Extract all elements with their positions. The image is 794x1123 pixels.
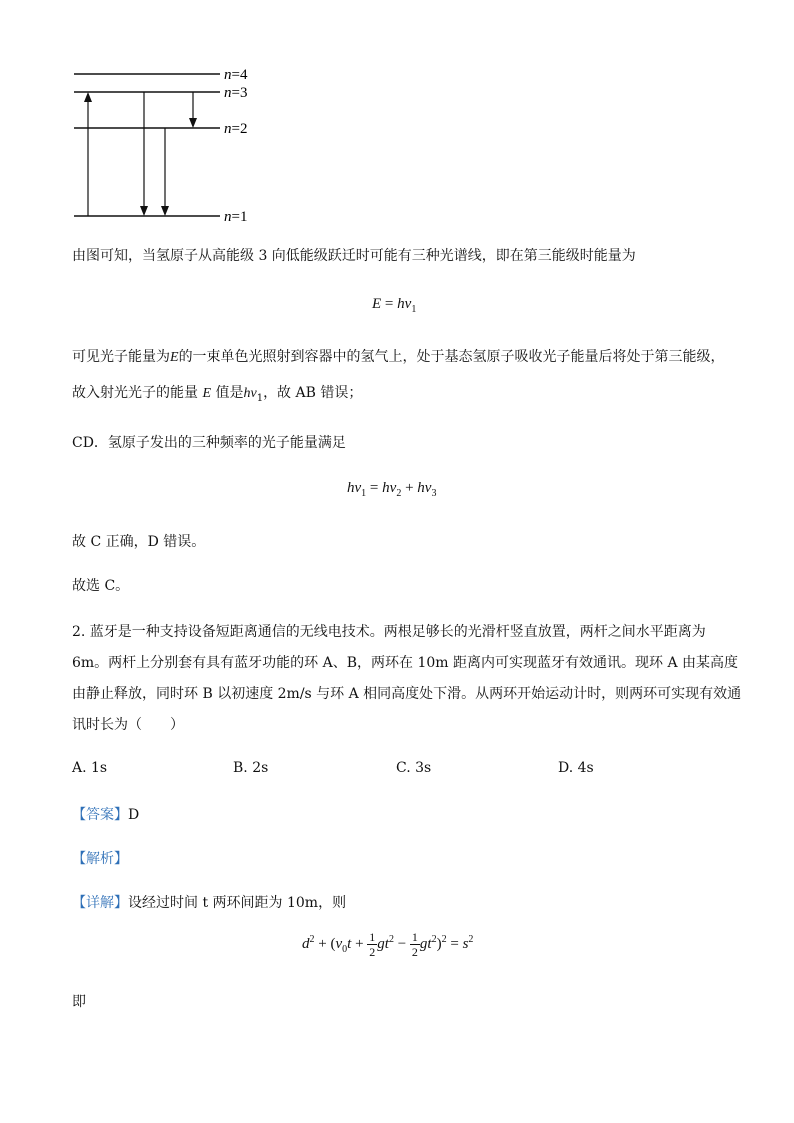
equation-distance: $d^2 + (v_0t$ + $\frac{1}{2}$ $gt^2$ − $\frac{1}{2}$ $gt^2)^2 = s^2$	[302, 930, 474, 959]
question2-line-3: 由静止释放，同时环 B 以初速度 2m/s 与环 A 相同高度处下滑。从两环开始运动计时，则两环可实现有效通	[72, 686, 742, 702]
level-label-n2: n=2	[224, 121, 248, 137]
detail-line: 【详解】设经过时间 t 两环间距为 10m，则	[72, 895, 347, 911]
option-a: A. 1s	[72, 760, 108, 776]
solution-paragraph-2: 可见光子能量为E的一束单色光照射到容器中的氢气上，处于基态氢原子吸收光子能量后将处于第三能级，	[72, 349, 725, 365]
question2-line-1: 2. 蓝牙是一种支持设备短距离通信的无线电技术。两根足够长的光滑杆竖直放置，两杆之间水平距离为	[72, 624, 706, 640]
answer-tag: 【答案】	[72, 807, 128, 823]
level-label-n1: n=1	[224, 209, 248, 225]
solution-paragraph-4: CD．氢原子发出的三种频率的光子能量满足	[72, 435, 346, 451]
answer-line	[72, 805, 139, 825]
level-label-n4: n=4	[224, 67, 248, 83]
energy-level-diagram	[60, 60, 280, 230]
question2-line-2: 6m。两杆上分别套有具有蓝牙功能的环 A、B，两环在 10m 距离内可实现蓝牙有效通讯。现环 A 由某高度	[72, 655, 739, 671]
level-label-n3: n=3	[224, 85, 248, 101]
equation-energy-sum: $h\nu_1 = h\nu_2 + h\nu_3$	[347, 480, 437, 499]
question2-line-4: 讯时长为（ ）	[72, 717, 184, 733]
ji-line: 即	[72, 994, 86, 1010]
answer-value: D	[128, 807, 140, 823]
option-d: D. 4s	[558, 760, 594, 776]
solution-paragraph-1: 由图可知，当氢原子从高能级 3 向低能级跃迁时可能有三种光谱线，即在第三能级时能量为	[72, 248, 636, 264]
analysis-line	[72, 849, 128, 869]
analysis-tag: 【解析】	[72, 851, 128, 867]
solution-paragraph-3: 故入射光光子的能量 E 值是$h\nu_1$，故 AB 错误；	[72, 385, 363, 404]
solution-paragraph-5: 故 C 正确，D 错误。	[72, 534, 206, 550]
detail-tag: 【详解】	[72, 895, 128, 911]
equation-e-hv1: $E = h\nu_1$	[372, 296, 417, 315]
solution-paragraph-6: 故选 C。	[72, 578, 130, 594]
option-b: B. 2s	[233, 760, 269, 776]
option-c: C. 3s	[396, 760, 432, 776]
